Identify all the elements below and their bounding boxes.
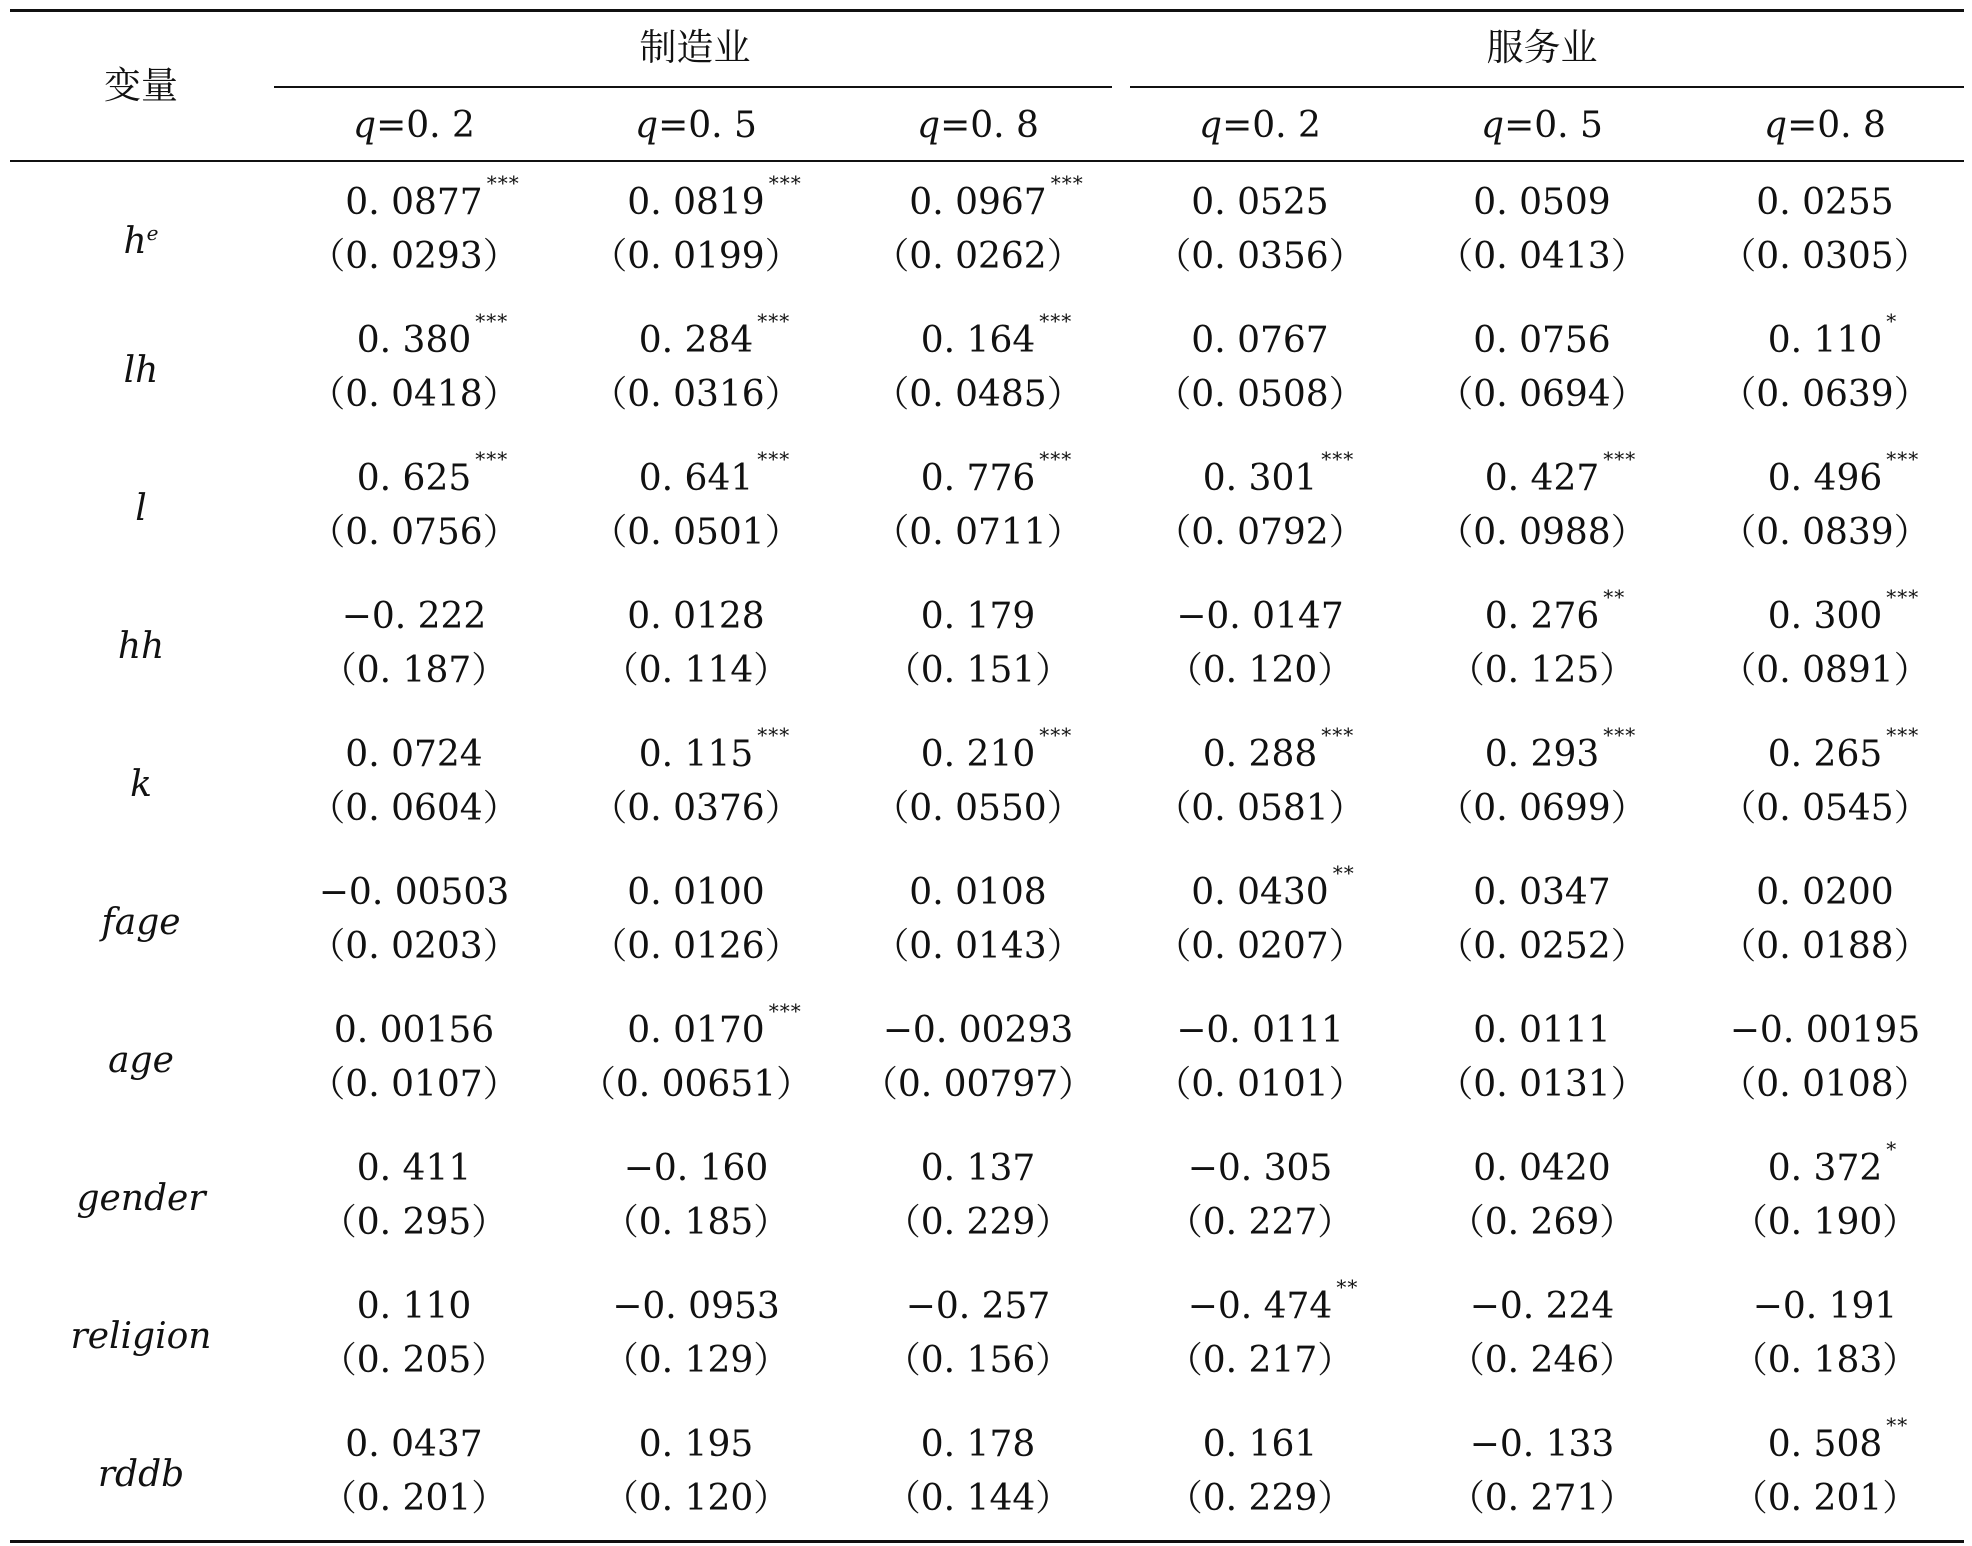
standard-error: （0. 144） (884, 1478, 1072, 1519)
coefficient: 0. 0509 (1473, 182, 1611, 223)
standard-error: （0. 0550） (873, 788, 1083, 829)
standard-error: （0. 156） (884, 1340, 1072, 1381)
standard-error: （0. 0207） (1155, 926, 1365, 967)
significance-stars: ** (1336, 1275, 1359, 1299)
standard-error: （0. 0143） (873, 926, 1083, 967)
standard-error: （0. 0108） (1720, 1064, 1930, 1105)
quantile-header (353, 106, 475, 146)
coefficient: 0. 0819 *** (627, 171, 802, 223)
coefficient: 0. 0437 (345, 1424, 483, 1465)
standard-error: （0. 0508） (1155, 374, 1365, 415)
standard-error: （0. 114） (602, 650, 790, 691)
standard-error: （0. 120） (1166, 650, 1354, 691)
significance-stars: ** (1603, 585, 1626, 609)
standard-error: （0. 205） (320, 1340, 508, 1381)
significance-stars: *** (1321, 723, 1355, 747)
standard-error: （0. 120） (602, 1478, 790, 1519)
coefficient: 0. 110 (356, 1286, 472, 1327)
coefficient: 0. 496 *** (1767, 447, 1920, 499)
variable-column-header: 变量 (104, 64, 178, 107)
coefficient: 0. 0525 (1191, 182, 1329, 223)
coefficient: 0. 0200 (1756, 872, 1894, 913)
significance-stars: *** (1039, 447, 1073, 471)
coefficient: −0. 0111 (1176, 1010, 1344, 1051)
standard-error: （0. 0101） (1155, 1064, 1365, 1105)
quantile-value: =0. 2 (1222, 105, 1321, 146)
coefficient: 0. 0100 (627, 872, 765, 913)
significance-stars: *** (1050, 171, 1084, 195)
coefficient: 0. 372 * (1767, 1137, 1898, 1189)
standard-error: （0. 0988） (1437, 512, 1647, 553)
standard-error: （0. 00651） (579, 1064, 813, 1105)
standard-error: （0. 0792） (1155, 512, 1365, 553)
coefficient: −0. 133 (1469, 1424, 1615, 1465)
significance-stars: *** (1321, 447, 1355, 471)
variable-name: age (108, 1040, 174, 1081)
quantile-symbol: q (917, 105, 941, 146)
quantile-header (917, 106, 1039, 146)
standard-error: （0. 187） (320, 650, 508, 691)
quantile-value: =0. 2 (376, 105, 475, 146)
coefficient: 0. 276 ** (1484, 585, 1626, 637)
quantile-value: =0. 5 (658, 105, 757, 146)
standard-error: （0. 0694） (1437, 374, 1647, 415)
coefficient: −0. 0147 (1176, 596, 1344, 637)
coefficient: 0. 265 *** (1767, 723, 1920, 775)
top-rule (10, 9, 1964, 12)
variable-name: rddb (97, 1454, 185, 1495)
coefficient: 0. 0767 (1191, 320, 1329, 361)
bottom-rule (10, 1540, 1964, 1543)
standard-error: （0. 0293） (309, 236, 519, 277)
standard-error: （0. 0107） (309, 1064, 519, 1105)
variable-name: lh (123, 350, 159, 391)
coefficient: 0. 0255 (1756, 182, 1894, 223)
coefficient: 0. 0128 (627, 596, 765, 637)
coefficient: 0. 0108 (909, 872, 1047, 913)
significance-stars: *** (475, 309, 509, 333)
coefficient: 0. 137 (920, 1148, 1036, 1189)
variable-name: religion (70, 1316, 212, 1357)
variable-name: l (135, 488, 147, 529)
variable-name: gender (76, 1178, 206, 1219)
coefficient: 0. 00156 (333, 1010, 495, 1051)
coefficient: 0. 210 *** (920, 723, 1073, 775)
coefficient: 0. 178 (920, 1424, 1036, 1465)
standard-error: （0. 125） (1448, 650, 1636, 691)
standard-error: （0. 0356） (1155, 236, 1365, 277)
significance-stars: *** (486, 171, 520, 195)
variable-name: k (130, 764, 152, 805)
group-rule-manufacturing (274, 86, 1112, 88)
coefficient: 0. 179 (920, 596, 1036, 637)
standard-error: （0. 0262） (873, 236, 1083, 277)
standard-error: （0. 295） (320, 1202, 508, 1243)
standard-error: （0. 246） (1448, 1340, 1636, 1381)
coefficient: 0. 161 (1202, 1424, 1318, 1465)
coefficient: 0. 0347 (1473, 872, 1611, 913)
standard-error: （0. 00797） (861, 1064, 1095, 1105)
coefficient: 0. 0430 ** (1191, 861, 1355, 913)
quantile-header (1764, 106, 1886, 146)
variable-name: hh (117, 626, 165, 667)
coefficient: 0. 641 *** (638, 447, 791, 499)
coefficient: −0. 305 (1187, 1148, 1333, 1189)
quantile-symbol: q (635, 105, 659, 146)
standard-error: （0. 0756） (309, 512, 519, 553)
standard-error: （0. 269） (1448, 1202, 1636, 1243)
quantile-symbol: q (1199, 105, 1223, 146)
standard-error: （0. 0581） (1155, 788, 1365, 829)
coefficient: −0. 474 ** (1187, 1275, 1359, 1327)
standard-error: （0. 0711） (873, 512, 1083, 553)
significance-stars: *** (475, 447, 509, 471)
coefficient: 0. 300 *** (1767, 585, 1920, 637)
quantile-header (1199, 106, 1321, 146)
coefficient: 0. 115 *** (638, 723, 791, 775)
quantile-value: =0. 5 (1504, 105, 1603, 146)
standard-error: （0. 0316） (591, 374, 801, 415)
standard-error: （0. 0199） (591, 236, 801, 277)
variable-name: $h^e$ (123, 221, 159, 262)
coefficient: −0. 00195 (1729, 1010, 1921, 1051)
coefficient: 0. 110 * (1767, 309, 1898, 361)
standard-error: （0. 0485） (873, 374, 1083, 415)
header-bottom-rule (10, 160, 1964, 162)
coefficient: 0. 0877 *** (345, 171, 520, 223)
variable-superscript: e (146, 221, 159, 245)
significance-stars: * (1886, 1137, 1898, 1161)
standard-error: （0. 0305） (1720, 236, 1930, 277)
standard-error: （0. 0545） (1720, 788, 1930, 829)
quantile-header (1481, 106, 1603, 146)
group-header-manufacturing: 制造业 (639, 26, 751, 69)
variable-name: fage (101, 902, 181, 943)
significance-stars: *** (757, 723, 791, 747)
coefficient: −0. 257 (905, 1286, 1051, 1327)
coefficient: 0. 0170 *** (627, 999, 802, 1051)
group-header-services: 服务业 (1486, 26, 1598, 69)
coefficient: 0. 508 ** (1767, 1413, 1909, 1465)
quantile-symbol: q (1481, 105, 1505, 146)
coefficient: 0. 0420 (1473, 1148, 1611, 1189)
coefficient: −0. 00503 (318, 872, 510, 913)
standard-error: （0. 0413） (1437, 236, 1647, 277)
coefficient: −0. 222 (341, 596, 487, 637)
coefficient: −0. 160 (623, 1148, 769, 1189)
standard-error: （0. 0639） (1720, 374, 1930, 415)
standard-error: （0. 0131） (1437, 1064, 1647, 1105)
standard-error: （0. 151） (884, 650, 1072, 691)
standard-error: （0. 271） (1448, 1478, 1636, 1519)
standard-error: （0. 0188） (1720, 926, 1930, 967)
coefficient: −0. 0953 (612, 1286, 780, 1327)
coefficient: 0. 427 *** (1484, 447, 1637, 499)
quantile-symbol: q (353, 105, 377, 146)
significance-stars: *** (1886, 447, 1920, 471)
standard-error: （0. 183） (1731, 1340, 1919, 1381)
standard-error: （0. 217） (1166, 1340, 1354, 1381)
significance-stars: *** (757, 309, 791, 333)
standard-error: （0. 0203） (309, 926, 519, 967)
quantile-value: =0. 8 (940, 105, 1039, 146)
significance-stars: *** (1039, 309, 1073, 333)
standard-error: （0. 129） (602, 1340, 790, 1381)
coefficient: −0. 224 (1469, 1286, 1615, 1327)
standard-error: （0. 0418） (309, 374, 519, 415)
coefficient: 0. 0967 *** (909, 171, 1084, 223)
significance-stars: * (1886, 309, 1898, 333)
coefficient: 0. 164 *** (920, 309, 1073, 361)
significance-stars: *** (1039, 723, 1073, 747)
coefficient: 0. 0724 (345, 734, 483, 775)
quantile-symbol: q (1764, 105, 1788, 146)
significance-stars: *** (757, 447, 791, 471)
coefficient: −0. 00293 (882, 1010, 1074, 1051)
coefficient: 0. 284 *** (638, 309, 791, 361)
standard-error: （0. 0376） (591, 788, 801, 829)
standard-error: （0. 0604） (309, 788, 519, 829)
coefficient: 0. 380 *** (356, 309, 509, 361)
standard-error: （0. 229） (1166, 1478, 1354, 1519)
coefficient: 0. 0111 (1473, 1010, 1611, 1051)
standard-error: （0. 0501） (591, 512, 801, 553)
significance-stars: *** (768, 999, 802, 1023)
quantile-header (635, 106, 757, 146)
group-rule-services (1130, 86, 1964, 88)
standard-error: （0. 190） (1731, 1202, 1919, 1243)
coefficient: 0. 288 *** (1202, 723, 1355, 775)
standard-error: （0. 201） (1731, 1478, 1919, 1519)
standard-error: （0. 0891） (1720, 650, 1930, 691)
quantile-value: =0. 8 (1787, 105, 1886, 146)
standard-error: （0. 227） (1166, 1202, 1354, 1243)
coefficient: 0. 411 (356, 1148, 472, 1189)
significance-stars: *** (1886, 585, 1920, 609)
standard-error: （0. 0252） (1437, 926, 1647, 967)
standard-error: （0. 185） (602, 1202, 790, 1243)
standard-error: （0. 0126） (591, 926, 801, 967)
significance-stars: *** (768, 171, 802, 195)
significance-stars: *** (1603, 723, 1637, 747)
standard-error: （0. 201） (320, 1478, 508, 1519)
coefficient: 0. 776 *** (920, 447, 1073, 499)
significance-stars: *** (1603, 447, 1637, 471)
significance-stars: ** (1332, 861, 1355, 885)
coefficient: −0. 191 (1752, 1286, 1898, 1327)
significance-stars: *** (1886, 723, 1920, 747)
standard-error: （0. 0839） (1720, 512, 1930, 553)
coefficient: 0. 625 *** (356, 447, 509, 499)
coefficient: 0. 0756 (1473, 320, 1611, 361)
standard-error: （0. 229） (884, 1202, 1072, 1243)
coefficient: 0. 293 *** (1484, 723, 1637, 775)
coefficient: 0. 301 *** (1202, 447, 1355, 499)
coefficient: 0. 195 (638, 1424, 754, 1465)
significance-stars: ** (1886, 1413, 1909, 1437)
standard-error: （0. 0699） (1437, 788, 1647, 829)
